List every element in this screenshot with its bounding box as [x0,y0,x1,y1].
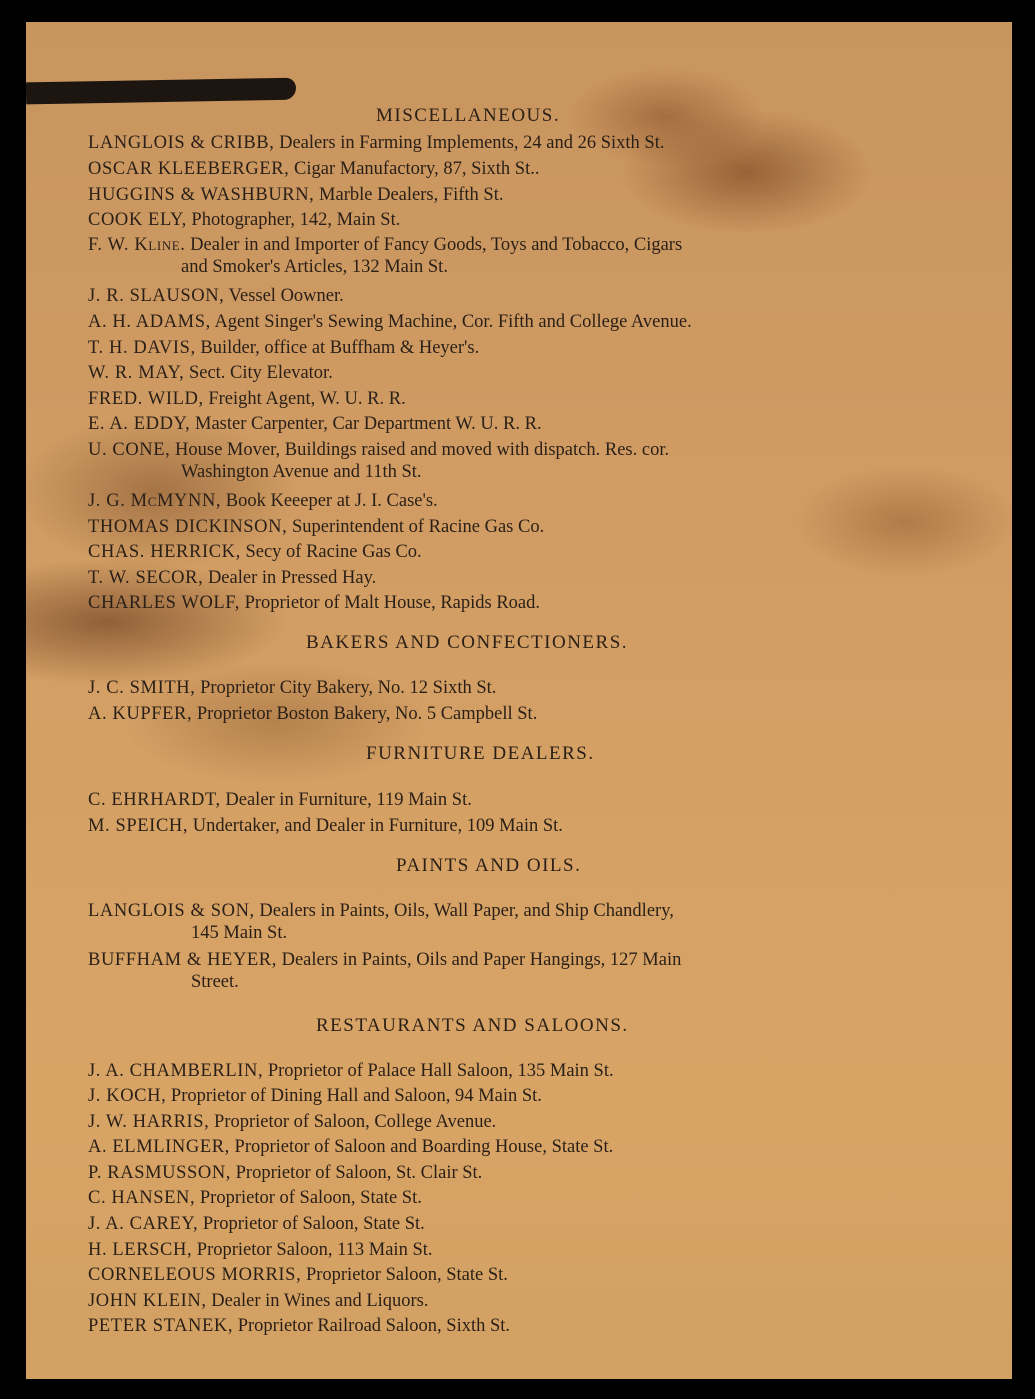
directory-entry [88,1109,496,1135]
directory-entry [88,514,544,540]
entry-description: Photographer, 142, Main St. [186,210,401,230]
entry-name: A. KUPFER, [88,704,193,724]
directory-entry [88,1288,429,1314]
directory-entry [88,1237,433,1263]
entry-description: Cigar Manufactory, 87, Sixth St.. [289,159,540,179]
entry-description: Secy of Racine Gas Co. [240,542,422,562]
entry-name: J. W. HARRIS, [88,1112,210,1132]
entry-description: Freight Agent, W. U. R. R. [203,389,406,409]
entry-description: Proprietor of Malt House, Rapids Road. [239,593,541,613]
section-heading-misc: MISCELLANEOUS. [376,105,561,126]
entry-name: J. A. CAREY, [88,1214,199,1234]
entry-name: PETER STANEK, [88,1316,234,1336]
entry-name: J. C. SMITH, [88,678,196,698]
entry-name: CHAS. HERRICK, [88,542,241,562]
directory-entry [88,1058,614,1084]
entry-description: Undertaker, and Dealer in Furniture, 109 Main St. [188,816,563,836]
entry-name: M. SPEICH, [88,816,189,836]
entry-description: Dealer in Pressed Hay. [203,568,377,588]
entry-description: Proprietor of Dining Hall and Saloon, 94 Main St. [166,1086,542,1106]
directory-entry [88,360,333,386]
entry-description: Agent Singer's Sewing Machine, Cor. Fifth and College Avenue. [210,312,692,332]
entry-continuation: 145 Main St. [191,923,288,943]
entry-description: Superintendent of Racine Gas Co. [287,517,545,537]
entry-description: Proprietor of Palace Hall Saloon, 135 Main St. [263,1061,614,1081]
directory-entry [88,947,681,973]
directory-entry [88,488,438,514]
entry-description: Proprietor Saloon, 113 Main St. [192,1240,433,1260]
directory-entry [88,787,472,813]
directory-entry [88,1262,508,1288]
entry-name: CHARLES WOLF, [88,593,240,613]
directory-entry [88,1185,422,1211]
section-heading-restaurants: RESTAURANTS AND SALOONS. [316,1015,629,1036]
directory-entry [88,1160,482,1186]
entry-name: W. R. MAY, [88,363,185,383]
entry-name: BUFFHAM & HEYER, [88,950,277,970]
entry-description: Book Keeeper at J. I. Case's. [221,491,438,511]
entry-name: OSCAR KLEEBERGER, [88,159,290,179]
directory-entry [88,590,540,616]
entry-name: C. HANSEN, [88,1188,196,1208]
directory-entry [88,1134,613,1160]
directory-entry [88,156,539,182]
entry-description: Dealers in Farming Implements, 24 and 26 Sixth St. [274,133,665,153]
entry-name: LANGLOIS & SON, [88,901,255,921]
entry-name: LANGLOIS & CRIBB, [88,133,275,153]
directory-entry [88,207,400,233]
entry-name: A. ELMLINGER, [88,1137,230,1157]
entry-continuation: Washington Avenue and 11th St. [181,462,422,482]
entry-continuation: and Smoker's Articles, 132 Main St. [181,257,448,277]
directory-entry [88,283,344,309]
entry-description: Proprietor Railroad Saloon, Sixth St. [233,1316,511,1336]
directory-entry [88,898,674,924]
entry-description: Proprietor of Saloon and Boarding House, State St. [229,1137,614,1157]
directory-entry [88,309,692,335]
directory-entry [88,813,563,839]
entry-description: Dealer in Furniture, 119 Main St. [220,790,472,810]
entry-description: Proprietor of Saloon, State St. [198,1214,425,1234]
directory-entry [88,675,496,701]
entry-continuation: Street. [191,972,239,992]
entry-name: C. EHRHARDT, [88,790,221,810]
entry-name: F. W. Kline. [88,235,186,255]
section-heading-bakers: BAKERS AND CONFECTIONERS. [306,632,629,653]
entry-description: Proprietor of Saloon, St. Clair St. [231,1163,483,1183]
entry-name: H. LERSCH, [88,1240,193,1260]
entry-description: Marble Dealers, Fifth St. [314,185,504,205]
directory-entry [88,182,503,208]
entry-description: Proprietor City Bakery, No. 12 Sixth St. [195,678,497,698]
entry-name: CORNELEOUS MORRIS, [88,1265,302,1285]
directory-entry [88,701,537,727]
entry-description: Sect. City Elevator. [184,363,333,383]
entry-name: E. A. EDDY, [88,414,191,434]
directory-page [26,22,1012,1379]
entry-name: T. H. DAVIS, [88,338,196,358]
entry-name: HUGGINS & WASHBURN, [88,185,315,205]
section-heading-furniture: FURNITURE DEALERS. [366,743,595,764]
entry-name: J. G. McMYNN, [88,491,222,511]
directory-entry [88,335,479,361]
entry-description: Dealers in Paints, Oils and Paper Hangings, 127 Main [276,950,682,970]
directory-entry [88,130,664,156]
directory-entry [88,232,682,258]
entry-description: Proprietor Boston Bakery, No. 5 Campbell St. [192,704,538,724]
directory-entry [88,565,376,591]
entry-name: J. KOCH, [88,1086,167,1106]
entry-name: J. A. CHAMBERLIN, [88,1061,264,1081]
entry-name: JOHN KLEIN, [88,1291,207,1311]
entry-description: Dealer in Wines and Liquors. [206,1291,429,1311]
entry-name: A. H. ADAMS, [88,312,211,332]
directory-entry [88,437,669,463]
entry-name: COOK ELY, [88,210,187,230]
directory-entry [88,1083,542,1109]
section-heading-paints: PAINTS AND OILS. [396,855,582,876]
entry-description: Builder, office at Buffham & Heyer's. [195,338,480,358]
directory-entry [88,386,406,412]
directory-entry [88,411,542,437]
entry-description: Dealer in and Importer of Fancy Goods, Toys and Tobacco, Cigars [185,235,683,255]
entry-description: Dealers in Paints, Oils, Wall Paper, and Ship Chandlery, [254,901,674,921]
entry-description: Proprietor Saloon, State St. [301,1265,508,1285]
entry-name: J. R. SLAUSON, [88,286,225,306]
entry-name: T. W. SECOR, [88,568,204,588]
directory-content [26,22,1012,1379]
entry-name: THOMAS DICKINSON, [88,517,288,537]
directory-entry [88,1211,425,1237]
entry-description: Master Carpenter, Car Department W. U. R. R. [190,414,542,434]
entry-description: House Mover, Buildings raised and moved with dispatch. Res. cor. [170,440,670,460]
entry-description: Proprietor of Saloon, State St. [195,1188,422,1208]
directory-entry [88,1313,510,1339]
entry-name: FRED. WILD, [88,389,204,409]
entry-description: Proprietor of Saloon, College Avenue. [209,1112,497,1132]
entry-description: Vessel Oowner. [224,286,344,306]
entry-name: U. CONE, [88,440,171,460]
entry-name: P. RASMUSSON, [88,1163,232,1183]
directory-entry [88,539,422,565]
